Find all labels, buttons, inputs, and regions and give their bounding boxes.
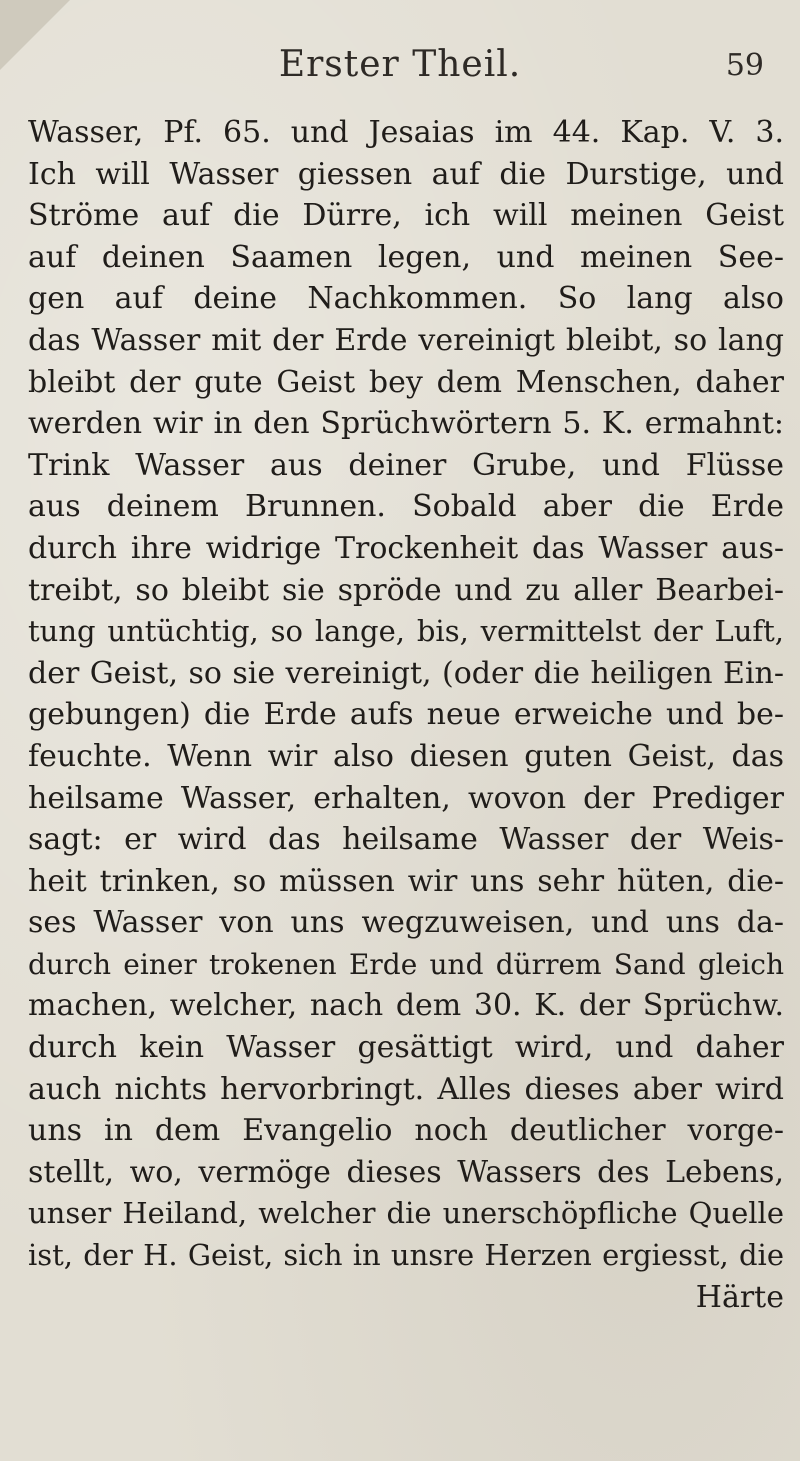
text-line: werden wir in den Sprüchwörtern 5. K. ermahnt:: [28, 406, 784, 442]
text-line: durch kein Wasser gesättigt wird, und daher: [28, 1030, 784, 1066]
text-line: auf deinen Saamen legen, und meinen See-: [28, 239, 784, 275]
text-line: Ich will Wasser giessen auf die Durstige, und: [28, 156, 784, 192]
text-line: gebungen) die Erde aufs neue erweiche und be-: [28, 697, 784, 733]
text-line: treibt, so bleibt sie spröde und zu aller Bearbei-: [28, 572, 784, 608]
text-line: machen, welcher, nach dem 30. K. der Sprüchw.: [28, 988, 784, 1024]
text-line: unser Heiland, welcher die unerschöpfliche Quelle: [28, 1196, 784, 1231]
page-header: [0, 44, 800, 94]
text-line: feuchte. Wenn wir also diesen guten Geist, das: [28, 738, 784, 774]
text-line: das Wasser mit der Erde vereinigt bleibt, so lang: [28, 322, 784, 358]
text-line: Ströme auf die Dürre, ich will meinen Geist: [28, 198, 784, 234]
text-line: heit trinken, so müssen wir uns sehr hüten, die-: [28, 863, 784, 899]
text-line: sagt: er wird das heilsame Wasser der Weis-: [28, 822, 784, 858]
text-line: stellt, wo, vermöge dieses Wassers des Lebens,: [28, 1154, 784, 1190]
text-line: durch ihre widrige Trockenheit das Wasser aus-: [28, 530, 784, 566]
catchword: Härte: [695, 1279, 784, 1315]
text-line: der Geist, so sie vereinigt, (oder die heiligen Ein-: [28, 655, 784, 691]
text-line: auch nichts hervorbringt. Alles dieses aber wird: [28, 1071, 784, 1107]
text-line: durch einer trokenen Erde und dürrem Sand gleich: [28, 947, 784, 981]
text-line: bleibt der gute Geist bey dem Menschen, daher: [28, 364, 784, 400]
body-text: [28, 112, 784, 1318]
text-line: Trink Wasser aus deiner Grube, und Flüsse: [28, 447, 784, 483]
text-line: heilsame Wasser, erhalten, wovon der Prediger: [28, 780, 784, 816]
text-line: aus deinem Brunnen. Sobald aber die Erde: [28, 489, 784, 525]
text-line: tung untüchtig, so lange, bis, vermittelst der Luft,: [28, 614, 784, 649]
text-line: ist, der H. Geist, sich in unsre Herzen ergiesst, die: [28, 1238, 784, 1273]
text-line: gen auf deine Nachkommen. So lang also: [28, 281, 784, 317]
page-number: 59: [725, 48, 764, 83]
text-line: ses Wasser von uns wegzuweisen, und uns da-: [28, 905, 784, 941]
running-head: Erster Theil.: [278, 44, 522, 85]
text-line: Wasser, Pf. 65. und Jesaias im 44. Kap. V. 3.: [28, 115, 784, 150]
text-line: uns in dem Evangelio noch deutlicher vorge-: [28, 1113, 784, 1149]
